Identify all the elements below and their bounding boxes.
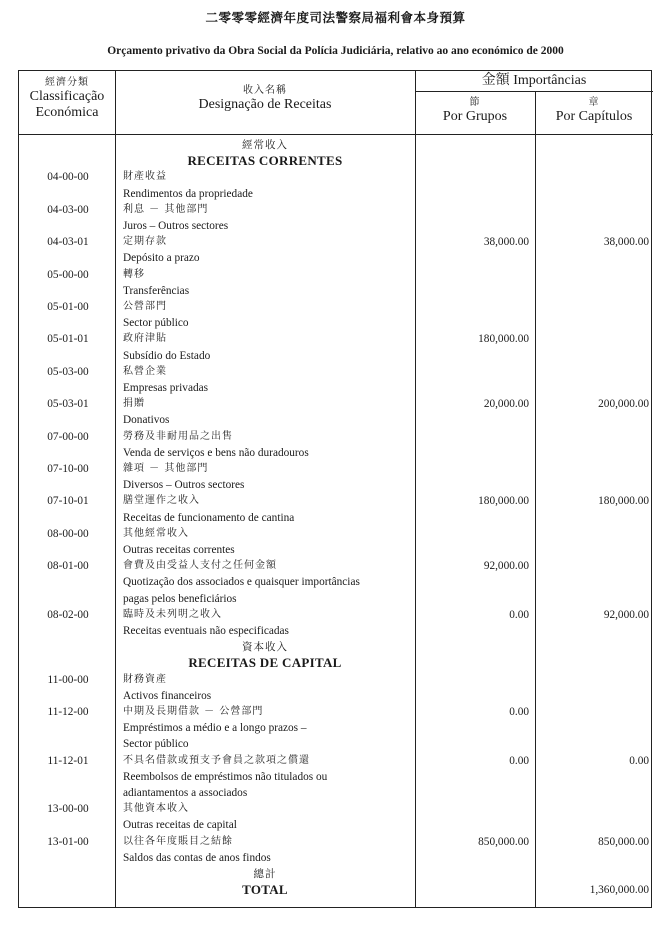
table-row: [19, 607, 653, 623]
header-groups-pt: Por Grupos: [442, 108, 508, 124]
table-row-description: [19, 720, 653, 736]
designation-zh: 財務資產: [123, 673, 167, 685]
amount-by-chapter: 38,000.00: [603, 236, 649, 249]
header-bottom-rule: [19, 134, 653, 135]
designation-pt: Depósito a prazo: [123, 252, 200, 265]
table-row: [19, 753, 653, 769]
table-row-description: [19, 769, 653, 785]
designation-pt: Empréstimos a médio e a longo prazos –: [123, 722, 307, 735]
amount-by-group: 0.00: [509, 608, 529, 621]
table-row-description: [19, 785, 653, 801]
table-row: [19, 801, 653, 817]
section-heading-row: [19, 639, 653, 655]
classification-code: 04-00-00: [47, 171, 89, 184]
amount-by-group: 180,000.00: [478, 333, 529, 346]
amount-by-chapter: 850,000.00: [598, 835, 649, 848]
table-row-description: [19, 380, 653, 396]
designation-pt: Empresas privadas: [123, 382, 209, 394]
table-row: [19, 331, 653, 347]
table-row: [19, 834, 653, 850]
header-chapters-pt: Por Capítulos: [555, 108, 633, 124]
designation-pt: Receitas de funcionamento de cantina: [123, 511, 295, 524]
amount-by-group: 0.00: [509, 706, 529, 718]
designation-zh: 其他資本收入: [123, 803, 189, 815]
header-chapters: [535, 97, 653, 125]
classification-code: 05-01-01: [47, 333, 89, 346]
designation-zh: 定期存款: [123, 236, 167, 248]
classification-code: 04-03-01: [47, 236, 89, 249]
table-row: [19, 461, 653, 477]
table-row: [19, 526, 653, 542]
designation-zh: 雜項 － 其他部門: [123, 463, 209, 474]
table-row: [19, 493, 653, 509]
header-designation: [115, 85, 415, 113]
designation-pt: Activos financeiros: [123, 689, 212, 702]
classification-code: 05-01-00: [47, 301, 89, 313]
table-row: [19, 396, 653, 412]
section-heading: RECEITAS DE CAPITAL: [188, 655, 342, 671]
amount-by-chapter: 180,000.00: [598, 495, 649, 508]
table-row-description: [19, 283, 653, 299]
designation-zh: 財產收益: [123, 171, 167, 183]
classification-code: 13-00-00: [47, 803, 89, 816]
designation-pt: pagas pelos beneficiários: [123, 592, 237, 605]
table-row: [19, 169, 653, 185]
table-row-description: [19, 218, 653, 234]
section-heading-row: [19, 137, 653, 153]
section-heading: 經常收入: [242, 139, 288, 151]
table-row: [19, 429, 653, 445]
classification-code: 11-00-00: [47, 673, 89, 686]
header-chapters-zh: 章: [588, 97, 600, 108]
header-amounts: 金額 Importâncias: [481, 73, 587, 88]
amount-by-chapter: 200,000.00: [598, 398, 649, 411]
designation-pt: Receitas eventuais não especificadas: [123, 625, 289, 637]
amount-by-group: 20,000.00: [483, 398, 529, 411]
classification-code: 04-03-00: [47, 203, 89, 216]
designation-zh: 會費及由受益人支付之任何金額: [123, 560, 277, 572]
designation-zh: 臨時及未列明之收入: [123, 608, 222, 620]
total-label: TOTAL: [242, 882, 288, 898]
amount-by-group: 92,000.00: [483, 560, 529, 573]
designation-zh: 勞務及非耐用品之出售: [123, 430, 233, 442]
header-classification-pt-2: Económica: [35, 104, 99, 120]
classification-code: 07-00-00: [47, 430, 89, 443]
table-row: [19, 299, 653, 315]
section-heading-row: [19, 655, 653, 671]
table-row-description: [19, 542, 653, 558]
section-heading: 資本收入: [242, 641, 288, 654]
amount-by-chapter: 92,000.00: [603, 608, 649, 621]
header-designation-pt: Designação de Receitas: [198, 96, 332, 112]
classification-code: 08-02-00: [47, 608, 89, 621]
section-heading: RECEITAS CORRENTES: [187, 153, 343, 169]
table-row-description: [19, 574, 653, 590]
table-row-description: [19, 186, 653, 202]
designation-zh: 中期及長期借款 － 公營部門: [123, 706, 264, 717]
designation-pt: Transferências: [123, 284, 190, 297]
header-divider: [415, 91, 653, 92]
designation-pt: Sector público: [123, 317, 189, 330]
classification-code: 07-10-00: [47, 463, 89, 475]
table-row-description: [19, 850, 653, 866]
amount-by-group: 0.00: [509, 754, 529, 767]
designation-zh: 膳堂運作之收入: [123, 495, 200, 507]
classification-code: 13-01-00: [47, 835, 89, 848]
total-row: [19, 882, 653, 898]
classification-code: 08-01-00: [47, 560, 89, 573]
table-row-description: [19, 250, 653, 266]
table-row-description: [19, 591, 653, 607]
designation-pt: Outras receitas de capital: [123, 819, 237, 832]
header-classification: [19, 77, 115, 121]
amount-by-group: 850,000.00: [478, 835, 529, 848]
designation-pt: Saldos das contas de anos findos: [123, 851, 271, 864]
table-row-description: [19, 348, 653, 364]
designation-pt: Quotização dos associados e quaisquer importâncias: [123, 576, 360, 589]
table-row-description: [19, 688, 653, 704]
designation-pt: Diversos – Outros sectores: [123, 479, 245, 492]
amount-by-chapter: 0.00: [629, 754, 649, 767]
designation-zh: 政府津貼: [123, 333, 167, 345]
header-groups: [415, 97, 535, 125]
header-groups-zh: 節: [469, 97, 481, 108]
designation-pt: Donativos: [123, 414, 170, 427]
designation-zh: 公營部門: [123, 301, 167, 312]
table-row: [19, 558, 653, 574]
designation-zh: 轉移: [123, 268, 145, 280]
designation-pt: Sector público: [123, 738, 189, 751]
header-designation-zh: 收入名稱: [243, 85, 287, 96]
designation-zh: 利息 － 其他部門: [123, 203, 209, 215]
classification-code: 11-12-00: [47, 706, 89, 718]
designation-zh: 以往各年度賬目之結餘: [123, 835, 233, 847]
document-title-portuguese: Orçamento privativo da Obra Social da Polícia Judiciária, relativo ao ano económico de 2000: [107, 45, 564, 57]
section-heading: 總計: [253, 868, 277, 880]
designation-zh: 捐贈: [123, 398, 145, 410]
table-row: [19, 234, 653, 250]
table-row-description: [19, 315, 653, 331]
designation-pt: Subsídio do Estado: [123, 349, 211, 362]
section-heading-row: [19, 866, 653, 882]
table-row-description: [19, 445, 653, 461]
classification-code: 05-03-01: [47, 398, 89, 411]
designation-pt: adiantamentos a associados: [123, 787, 248, 799]
classification-code: 05-00-00: [47, 268, 89, 281]
table-row-description: [19, 736, 653, 752]
table-row-description: [19, 477, 653, 493]
document-title-chinese: 二零零零經濟年度司法警察局福利會本身預算: [205, 10, 466, 25]
designation-pt: Rendimentos da propriedade: [123, 187, 253, 200]
table-row-description: [19, 510, 653, 526]
designation-pt: Reembolsos de empréstimos não titulados ou: [123, 770, 328, 783]
table-row: [19, 267, 653, 283]
header-classification-pt-1: Classificação: [29, 88, 105, 104]
designation-pt: Outras receitas correntes: [123, 544, 235, 556]
table-row-description: [19, 623, 653, 639]
header-classification-zh: 經濟分類: [45, 77, 89, 88]
classification-code: 05-03-00: [47, 365, 89, 378]
table-row-description: [19, 412, 653, 428]
amount-by-group: 180,000.00: [478, 495, 529, 508]
total-amount: 1,360,000.00: [589, 884, 649, 897]
table-row: [19, 202, 653, 218]
designation-zh: 私營企業: [123, 365, 167, 377]
amount-by-group: 38,000.00: [483, 236, 529, 249]
designation-pt: Juros – Outros sectores: [123, 220, 229, 232]
designation-zh: 不具名借款或預支予會員之款項之償還: [123, 754, 310, 766]
designation-zh: 其他經常收入: [123, 527, 189, 539]
classification-code: 07-10-01: [47, 495, 89, 508]
designation-pt: Venda de serviços e bens não duradouros: [123, 446, 309, 459]
classification-code: 11-12-01: [47, 754, 89, 767]
table-row-description: [19, 817, 653, 833]
budget-table: [18, 70, 652, 908]
section-heading-row: [19, 153, 653, 169]
table-row: [19, 704, 653, 720]
classification-code: 08-00-00: [47, 527, 89, 540]
table-row: [19, 672, 653, 688]
table-row: [19, 364, 653, 380]
